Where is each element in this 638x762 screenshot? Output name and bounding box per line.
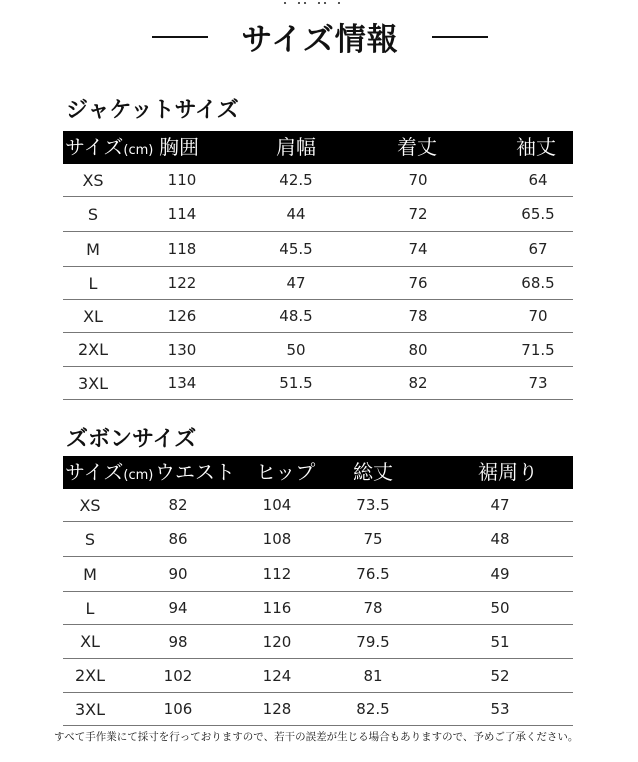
pants-cell-c2: 108: [262, 530, 292, 548]
jacket-cell-c3: 78: [408, 307, 428, 325]
jacket-header-chest: 胸囲: [159, 135, 199, 159]
pants-cell-c4: 49: [490, 565, 510, 583]
jacket-header-size: [65, 131, 153, 164]
title-decoration-line-left: [152, 36, 208, 38]
pants-cell-c2: 124: [262, 667, 292, 685]
jacket-cell-c4: 68.5: [521, 274, 555, 292]
jacket-table-row: [63, 333, 573, 367]
jacket-cell-size: S: [87, 205, 99, 224]
pants-cell-c3: 76.5: [356, 565, 390, 583]
pants-cell-c4: 50: [490, 599, 510, 617]
jacket-header-unit: (cm): [123, 143, 154, 158]
pants-cell-c4: 47: [490, 496, 510, 514]
jacket-row-divider: [63, 399, 573, 400]
jacket-cell-size: 3XL: [77, 374, 109, 393]
pants-table-row: [63, 522, 573, 557]
pants-cell-c1: 94: [168, 599, 188, 617]
pants-cell-c1: 86: [168, 530, 188, 548]
jacket-cell-size: XL: [83, 307, 103, 326]
jacket-cell-c2: 51.5: [279, 374, 313, 392]
jacket-header-length: 着丈: [397, 135, 437, 159]
jacket-cell-c2: 48.5: [279, 307, 313, 325]
pants-cell-c2: 120: [262, 633, 292, 651]
jacket-cell-c1: 126: [167, 307, 197, 325]
jacket-cell-c2: 42.5: [279, 171, 313, 189]
pants-cell-c3: 75: [363, 530, 383, 548]
title-decoration-line-right: [432, 36, 488, 38]
jacket-header-shoulder: 肩幅: [276, 135, 316, 159]
pants-table-row: [63, 557, 573, 592]
jacket-table-header: [63, 131, 573, 164]
cropped-heading-fragment: [284, 0, 354, 4]
pants-row-divider: [63, 725, 573, 726]
jacket-cell-c2: 45.5: [279, 240, 313, 258]
jacket-cell-c4: 73: [528, 374, 548, 392]
jacket-cell-c1: 118: [167, 240, 197, 258]
pants-header-size-label: サイズ: [65, 460, 124, 484]
pants-header-total-length: 総丈: [353, 460, 393, 484]
jacket-cell-c1: 110: [167, 171, 197, 189]
jacket-cell-c3: 72: [408, 205, 428, 223]
pants-header-hip: ヒップ: [256, 460, 316, 484]
jacket-table-row: [63, 267, 573, 300]
pants-cell-c4: 51: [490, 633, 510, 651]
pants-header-unit: (cm): [123, 468, 154, 483]
pants-table-header: [63, 456, 573, 489]
pants-cell-size: 3XL: [74, 700, 106, 719]
jacket-cell-c2: 44: [286, 205, 306, 223]
jacket-table-row: [63, 300, 573, 333]
pants-table-row: [63, 592, 573, 625]
pants-cell-size: XS: [79, 496, 101, 515]
jacket-cell-c4: 67: [528, 240, 548, 258]
pants-cell-size: L: [85, 599, 95, 618]
jacket-cell-size: 2XL: [77, 340, 109, 359]
jacket-cell-c2: 47: [286, 274, 306, 292]
jacket-table-row: [63, 367, 573, 400]
pants-cell-size: S: [84, 530, 96, 549]
jacket-cell-c1: 130: [167, 341, 197, 359]
pants-table-row: [63, 489, 573, 522]
pants-cell-c3: 73.5: [356, 496, 390, 514]
pants-cell-c3: 81: [363, 667, 383, 685]
jacket-section-title: ジャケットサイズ: [66, 98, 239, 123]
pants-size-table: [63, 456, 573, 720]
pants-cell-size: 2XL: [74, 666, 106, 685]
page-title: サイズ情報: [241, 22, 399, 58]
pants-cell-c4: 52: [490, 667, 510, 685]
pants-header-hem: 裾周り: [478, 460, 538, 484]
pants-table-row: [63, 693, 573, 726]
pants-cell-c1: 98: [168, 633, 188, 651]
pants-table-row: [63, 659, 573, 693]
jacket-cell-c4: 71.5: [521, 341, 555, 359]
pants-cell-c4: 48: [490, 530, 510, 548]
pants-header-size: [65, 456, 153, 489]
jacket-cell-c3: 74: [408, 240, 428, 258]
jacket-cell-size: L: [88, 274, 98, 293]
pants-cell-c3: 82.5: [356, 700, 390, 718]
pants-cell-c2: 116: [262, 599, 292, 617]
jacket-cell-c3: 70: [408, 171, 428, 189]
pants-cell-c2: 112: [262, 565, 292, 583]
pants-cell-size: M: [83, 565, 97, 584]
jacket-cell-c3: 76: [408, 274, 428, 292]
jacket-cell-c4: 64: [528, 171, 548, 189]
jacket-cell-c1: 114: [167, 205, 197, 223]
pants-header-waist: ウエスト: [155, 460, 235, 484]
pants-cell-c2: 104: [262, 496, 292, 514]
pants-cell-c2: 128: [262, 700, 292, 718]
jacket-header-size-label: サイズ: [65, 135, 124, 159]
page-title-block: [0, 10, 638, 60]
pants-cell-c3: 79.5: [356, 633, 390, 651]
jacket-table-row: [63, 164, 573, 197]
jacket-cell-size: XS: [82, 171, 104, 190]
jacket-cell-c2: 50: [286, 341, 306, 359]
pants-cell-c1: 106: [163, 700, 193, 718]
pants-cell-c4: 53: [490, 700, 510, 718]
jacket-cell-c1: 134: [167, 374, 197, 392]
jacket-size-table: [63, 131, 573, 399]
pants-section-title: ズボンサイズ: [66, 427, 197, 452]
pants-cell-c1: 102: [163, 667, 193, 685]
jacket-cell-c1: 122: [167, 274, 197, 292]
pants-cell-c1: 82: [168, 496, 188, 514]
jacket-cell-c4: 70: [528, 307, 548, 325]
jacket-table-row: [63, 232, 573, 267]
jacket-table-row: [63, 197, 573, 232]
measurement-footnote: すべて手作業にて採寸を行っておりますので、若干の誤差が生じる場合もありますので、予めご了承ください。: [54, 731, 579, 743]
jacket-header-sleeve: 袖丈: [516, 135, 556, 159]
jacket-cell-c4: 65.5: [521, 205, 555, 223]
pants-cell-size: XL: [80, 632, 100, 651]
pants-cell-c3: 78: [363, 599, 383, 617]
jacket-cell-size: M: [86, 240, 100, 259]
jacket-cell-c3: 80: [408, 341, 428, 359]
jacket-cell-c3: 82: [408, 374, 428, 392]
pants-cell-c1: 90: [168, 565, 188, 583]
pants-table-row: [63, 625, 573, 659]
